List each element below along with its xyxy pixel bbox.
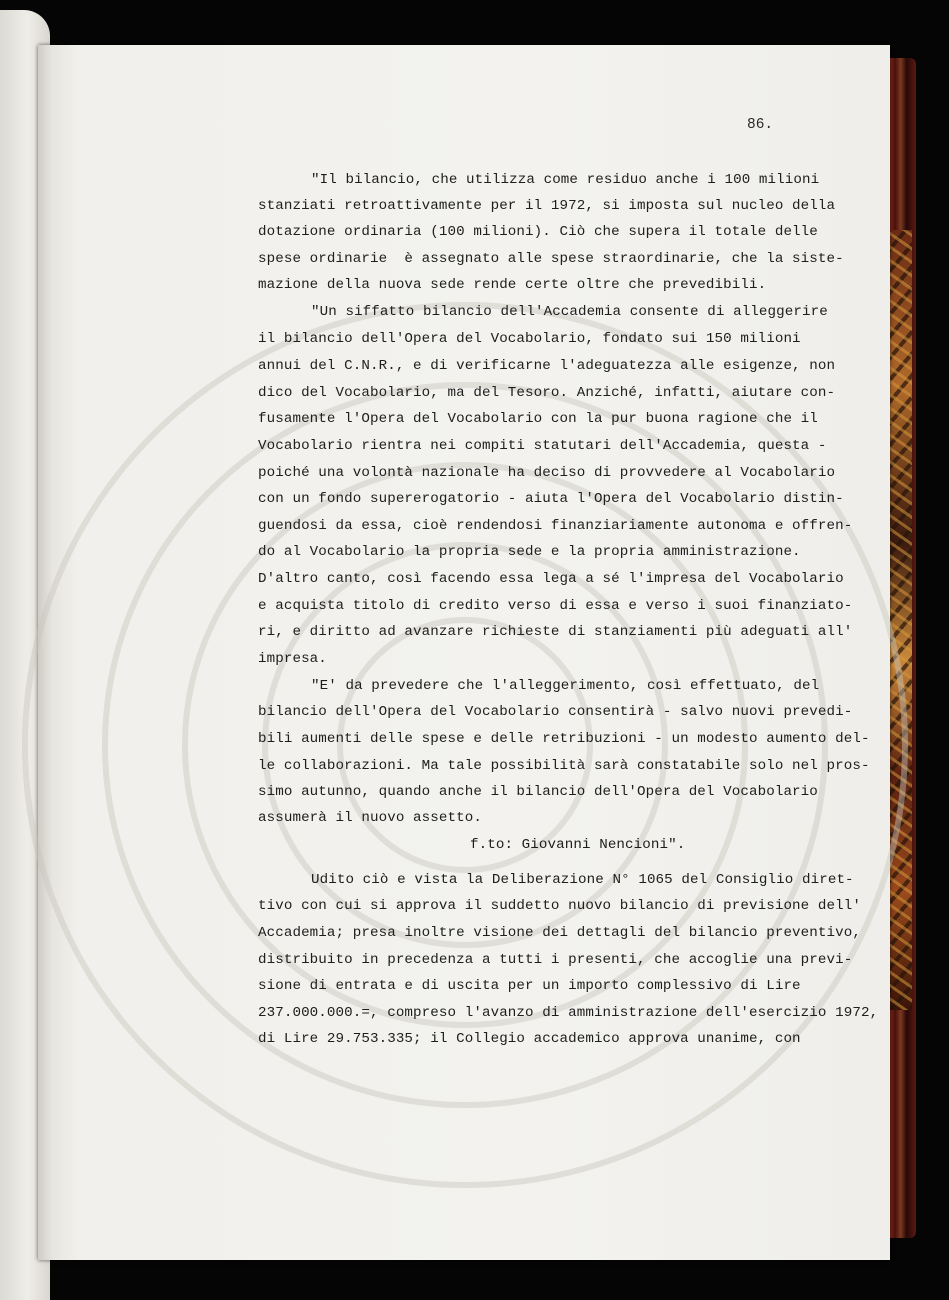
signature-line: f.to: Giovanni Nencioni".: [470, 837, 686, 853]
text-line: D'altro canto, così facendo essa lega a sé l'impresa del Vocabolario: [258, 571, 844, 587]
text-line: dotazione ordinaria (100 milioni). Ciò che supera il totale delle: [258, 224, 818, 240]
text-line: dico del Vocabolario, ma del Tesoro. Anziché, infatti, aiutare con-: [258, 385, 836, 401]
text-line: 237.000.000.=, compreso l'avanzo di amministrazione dell'esercizio 1972,: [258, 1005, 879, 1021]
text-line: e acquista titolo di credito verso di essa e verso i suoi finanziato-: [258, 598, 853, 614]
text-line: mazione della nuova sede rende certe oltre che prevedibili.: [258, 277, 767, 293]
text-line: stanziati retroattivamente per il 1972, si imposta sul nucleo della: [258, 198, 836, 214]
text-line: il bilancio dell'Opera del Vocabolario, fondato sui 150 milioni: [258, 331, 801, 347]
text-line: "Un siffatto bilancio dell'Accademia consente di alleggerire: [311, 304, 828, 320]
text-line: distribuito in precedenza a tutti i presenti, che accoglie una previ-: [258, 952, 853, 968]
text-line: assumerà il nuovo assetto.: [258, 810, 482, 826]
text-line: bilancio dell'Opera del Vocabolario consentirà - salvo nuovi prevedi-: [258, 704, 853, 720]
page-number: 86.: [747, 117, 774, 133]
text-line: spese ordinarie è assegnato alle spese straordinarie, che la siste-: [258, 251, 844, 267]
text-line: simo autunno, quando anche il bilancio dell'Opera del Vocabolario: [258, 784, 818, 800]
text-line: fusamente l'Opera del Vocabolario con la pur buona ragione che il: [258, 411, 818, 427]
text-line: le collaborazioni. Ma tale possibilità sarà constatabile solo nel pros-: [258, 758, 870, 774]
text-line: impresa.: [258, 651, 327, 667]
text-line: con un fondo supererogatorio - aiuta l'Opera del Vocabolario distin-: [258, 491, 844, 507]
text-line: annui del C.N.R., e di verificarne l'adeguatezza alle esigenze, non: [258, 358, 836, 374]
text-line: sione di entrata e di uscita per un importo complessivo di Lire: [258, 978, 801, 994]
text-line: poiché una volontà nazionale ha deciso di provvedere al Vocabolario: [258, 465, 836, 481]
text-line: ri, e diritto ad avanzare richieste di stanziamenti più adeguati all': [258, 624, 853, 640]
text-line: Vocabolario rientra nei compiti statutari dell'Accademia, questa -: [258, 438, 827, 454]
text-line: "Il bilancio, che utilizza come residuo anche i 100 milioni: [311, 172, 820, 188]
text-line: Udito ciò e vista la Deliberazione N° 1065 del Consiglio diret-: [311, 872, 854, 888]
text-line: guendosi da essa, cioè rendendosi finanziariamente autonoma e offren-: [258, 518, 853, 534]
text-line: di Lire 29.753.335; il Collegio accademico approva unanime, con: [258, 1031, 801, 1047]
text-line: do al Vocabolario la propria sede e la propria amministrazione.: [258, 544, 801, 560]
text-line: tivo con cui si approva il suddetto nuovo bilancio di previsione dell': [258, 898, 861, 914]
text-line: bili aumenti delle spese e delle retribuzioni - un modesto aumento del-: [258, 731, 870, 747]
text-line: Accademia; presa inoltre visione dei dettagli del bilancio preventivo,: [258, 925, 861, 941]
text-line: "E' da prevedere che l'alleggerimento, così effettuato, del: [311, 678, 820, 694]
